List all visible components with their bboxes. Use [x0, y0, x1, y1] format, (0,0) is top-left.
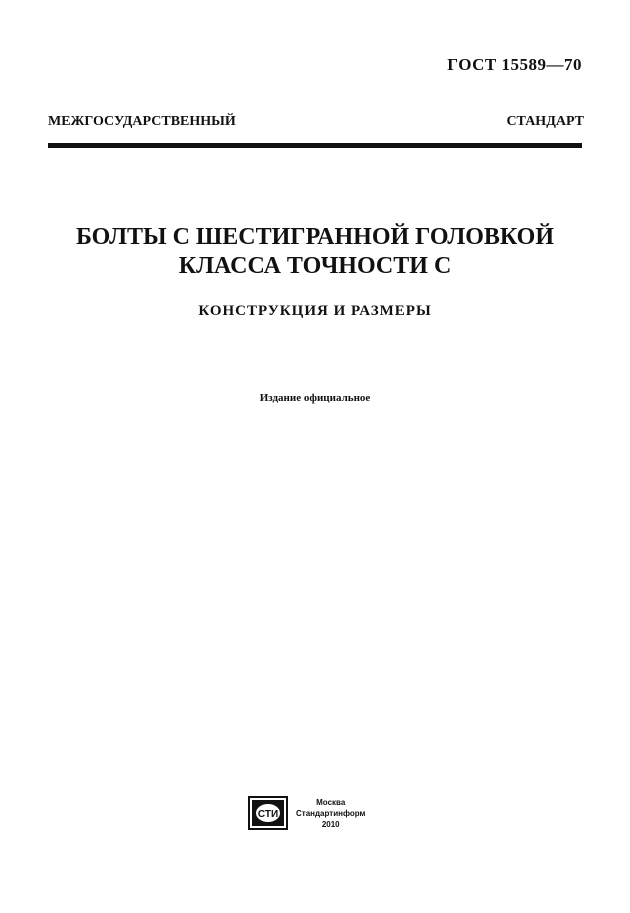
publisher-name: Стандартинформ: [296, 808, 366, 818]
document-subtitle: КОНСТРУКЦИЯ И РАЗМЕРЫ: [198, 303, 432, 319]
publisher-text: [296, 797, 365, 830]
publisher-city: Москва: [316, 797, 346, 807]
document-title: [0, 223, 630, 281]
header-divider: [48, 143, 582, 148]
publisher-logo-icon: [248, 796, 288, 830]
logo-lettering: СТИ: [257, 809, 279, 820]
title-line-1: БОЛТЫ С ШЕСТИГРАННОЙ ГОЛОВКОЙ: [75, 224, 555, 250]
title-line-2: КЛАССА ТОЧНОСТИ С: [178, 253, 452, 279]
standard-type-heading: МЕЖГОСУДАРСТВЕННЫЙ СТАНДАРТ: [48, 114, 584, 129]
publisher-year: 2010: [321, 819, 340, 829]
publisher-block: [248, 796, 365, 830]
document-number: ГОСТ 15589—70: [447, 55, 582, 74]
edition-note: Издание официальное: [259, 392, 371, 404]
